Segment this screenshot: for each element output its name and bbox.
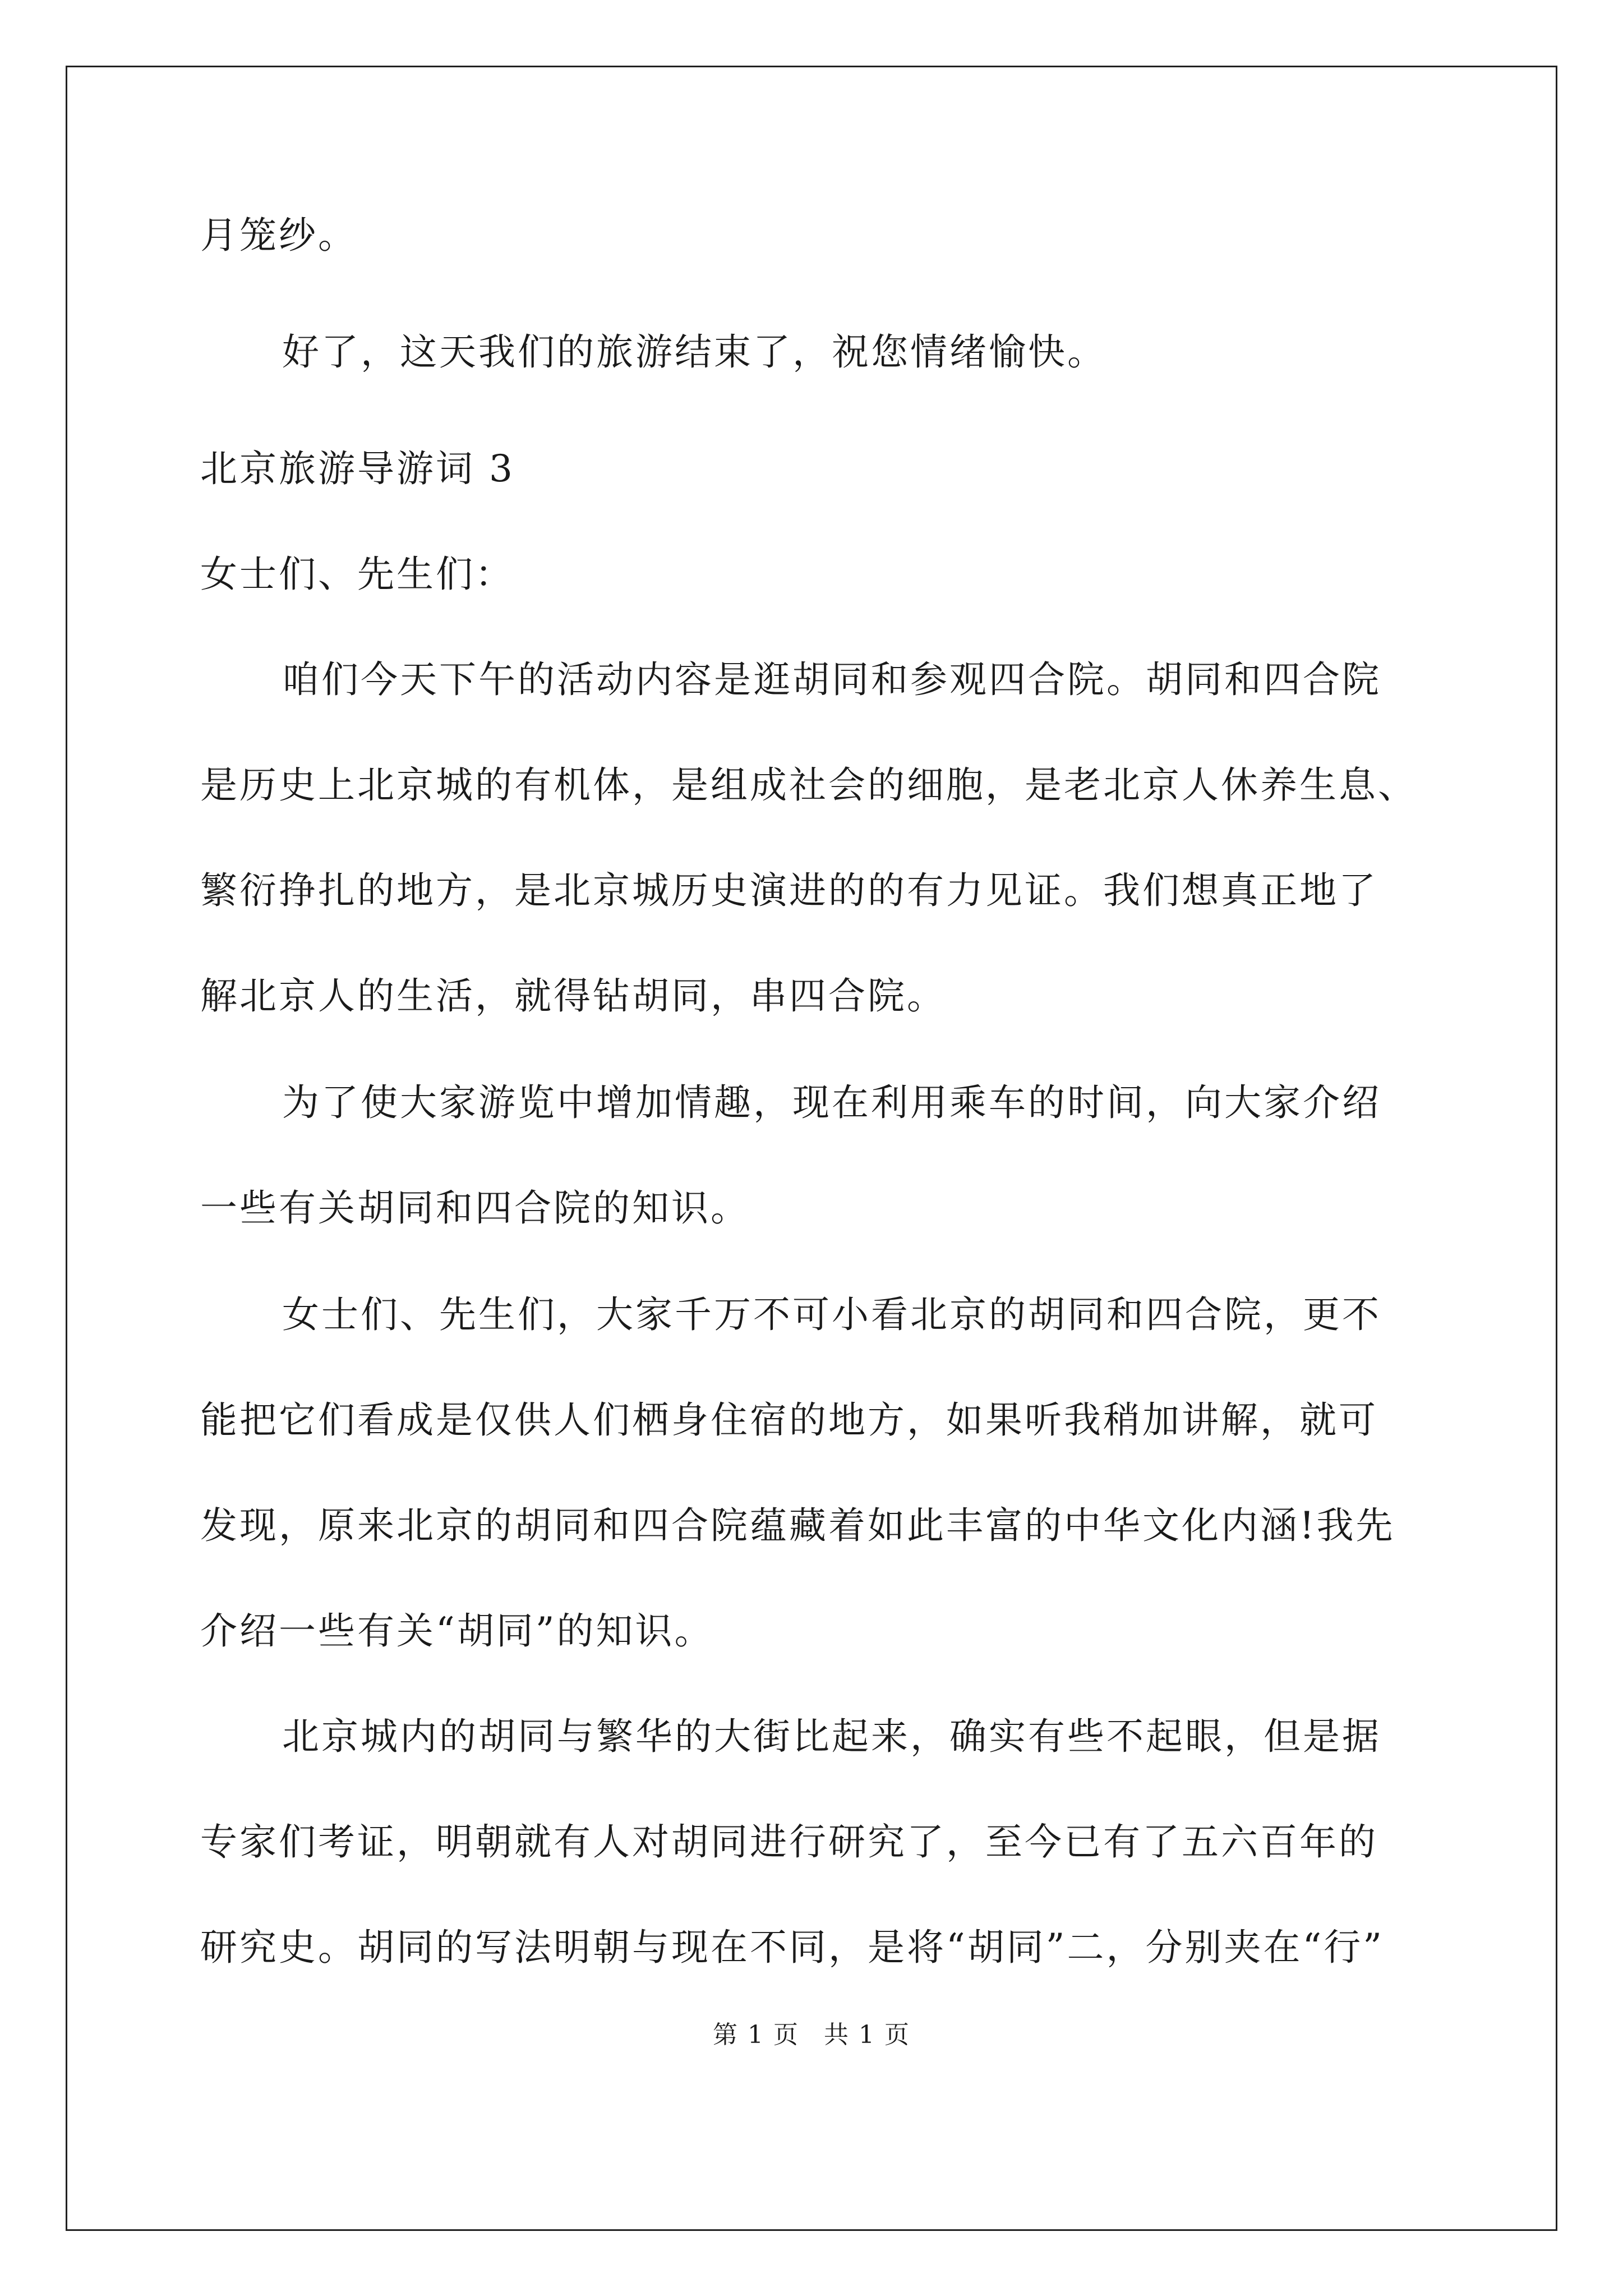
text-line: 为了使大家游览中增加情趣，现在利用乘车的时间，向大家介绍	[282, 1081, 1381, 1124]
text-line: 专家们考证，明朝就有人对胡同进行研究了，至今已有了五六百年的	[200, 1820, 1378, 1864]
text-line: 解北京人的生活，就得钻胡同，串四合院。	[200, 974, 946, 1018]
text-line: 女士们、先生们：	[200, 553, 514, 596]
page-border	[66, 66, 1557, 2231]
text-line: 女士们、先生们，大家千万不可小看北京的胡同和四合院，更不	[282, 1293, 1381, 1336]
text-line: 能把它们看成是仅供人们栖身住宿的地方，如果听我稍加讲解，就可	[200, 1398, 1378, 1442]
text-line: 繁衍挣扎的地方，是北京城历史演进的的有力见证。我们想真正地了	[200, 869, 1378, 912]
text-line: 一些有关胡同和四合院的知识。	[200, 1186, 750, 1230]
text-line: 研究史。胡同的写法明朝与现在不同，是将“胡同”二，分别夹在“行”	[200, 1926, 1384, 1969]
text-line: 发现，原来北京的胡同和四合院蕴藏着如此丰富的中华文化内涵!我先	[200, 1504, 1395, 1547]
text-line: 介绍一些有关“胡同”的知识。	[200, 1609, 714, 1653]
text-line: 好了，这天我们的旅游结束了，祝您情绪愉快。	[282, 330, 1106, 374]
text-line: 月笼纱。	[200, 214, 357, 257]
section-heading: 北京旅游导游词 3	[200, 447, 515, 490]
text-line: 北京城内的胡同与繁华的大街比起来，确实有些不起眼，但是据	[282, 1715, 1381, 1758]
page-footer	[0, 2019, 1623, 2051]
text-line: 咱们今天下午的活动内容是逛胡同和参观四合院。胡同和四合院	[282, 658, 1381, 701]
page-count: 共 1 页	[824, 2021, 910, 2049]
text-line: 是历史上北京城的有机体，是组成社会的细胞，是老北京人休养生息、	[200, 763, 1417, 807]
page-number: 第 1 页	[713, 2021, 799, 2049]
